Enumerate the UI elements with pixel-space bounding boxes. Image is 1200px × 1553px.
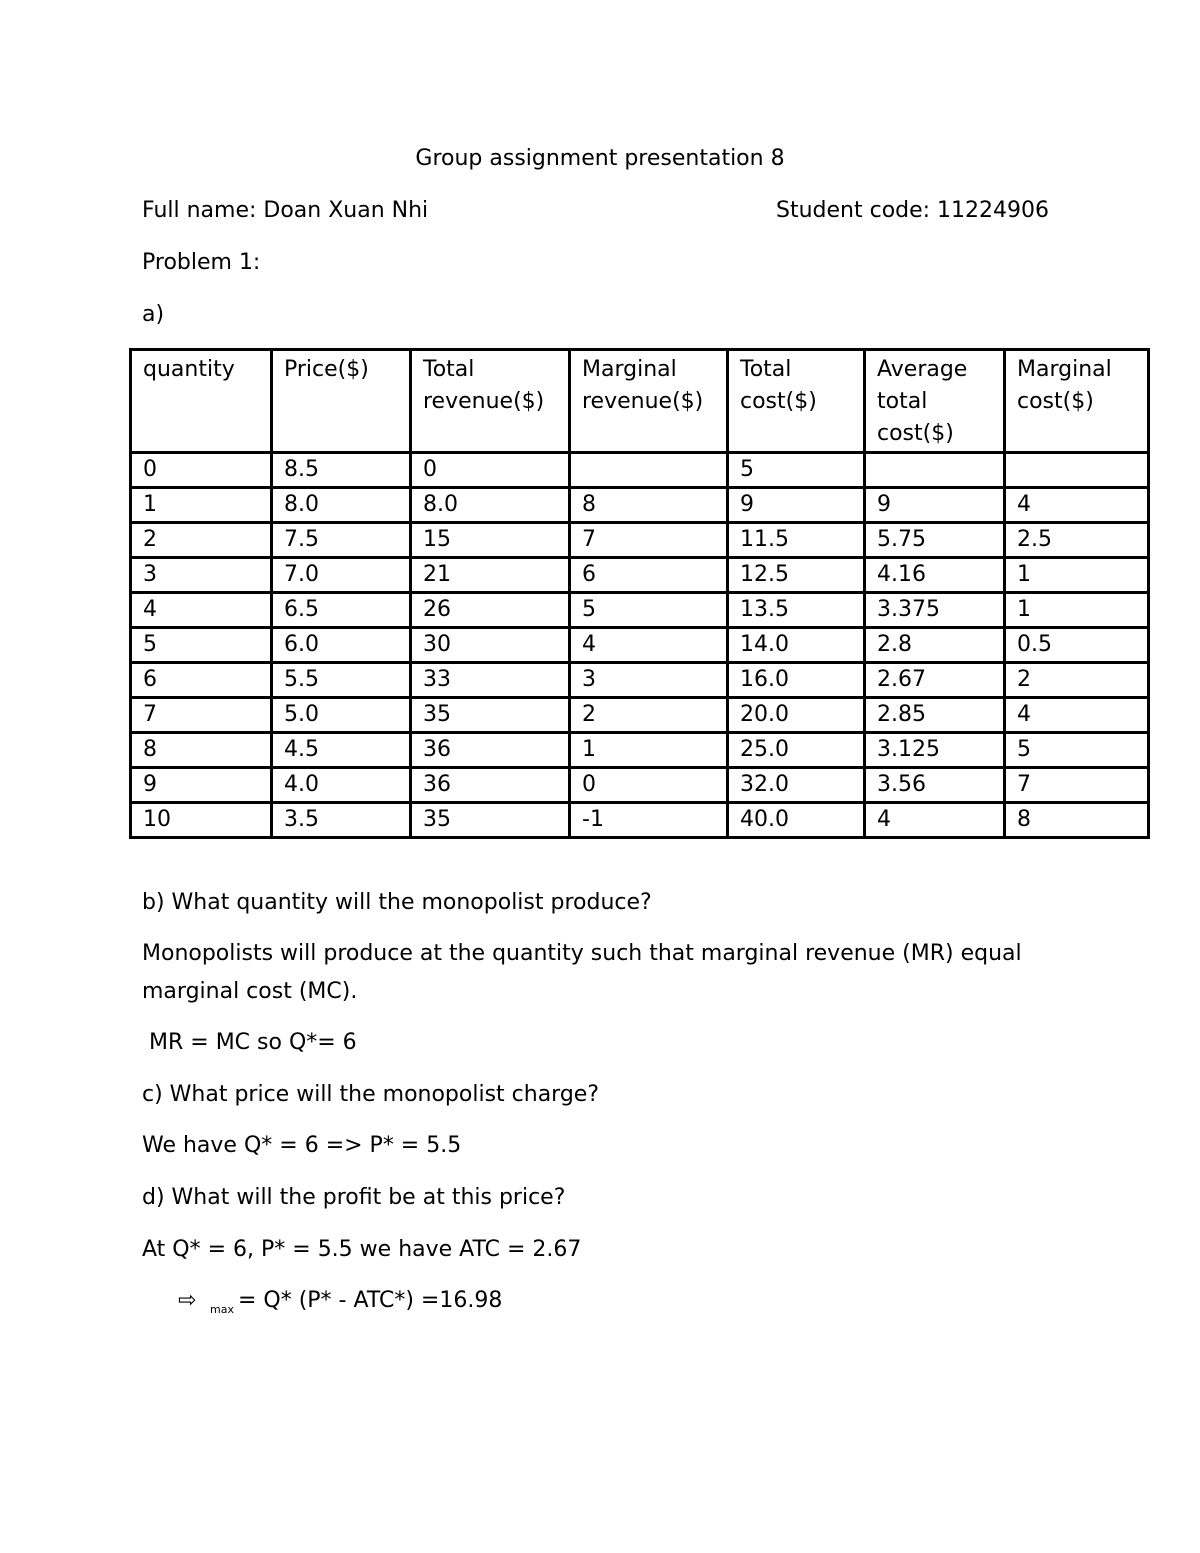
table-cell: 1	[570, 733, 728, 768]
table-cell: 8	[131, 733, 272, 768]
table-row	[131, 663, 1149, 698]
table-cell: 3.125	[865, 733, 1005, 768]
answer-c: We have Q* = 6 => P* = 5.5	[142, 1133, 462, 1158]
table-cell: 0	[570, 768, 728, 803]
table-cell: 0	[131, 453, 272, 488]
table-cell: 15	[411, 523, 570, 558]
table-cell: 5	[728, 453, 865, 488]
table-row	[131, 733, 1149, 768]
answer-b-line-1: Monopolists will produce at the quantity such that marginal revenue (MR) equal	[142, 941, 1022, 966]
table-cell: 3.5	[272, 803, 411, 838]
table-cell: 2.85	[865, 698, 1005, 733]
table-cell: 6.0	[272, 628, 411, 663]
table-cell: 3	[131, 558, 272, 593]
table-cell: 3.375	[865, 593, 1005, 628]
student-code: Student code: 11224906	[776, 198, 1050, 223]
table-cell: 8.0	[272, 488, 411, 523]
table-cell: 4	[865, 803, 1005, 838]
table-cell: 12.5	[728, 558, 865, 593]
column-header: Total cost($)	[728, 350, 865, 453]
table-header-row	[131, 350, 1149, 453]
table-cell: 20.0	[728, 698, 865, 733]
table-cell: 4.0	[272, 768, 411, 803]
table-cell: 25.0	[728, 733, 865, 768]
table-cell: 9	[865, 488, 1005, 523]
table-row	[131, 698, 1149, 733]
table-cell: 5	[570, 593, 728, 628]
table-cell: 4.5	[272, 733, 411, 768]
table-row	[131, 523, 1149, 558]
table-cell: 8.0	[411, 488, 570, 523]
answer-b-line-2: marginal cost (MC).	[142, 979, 358, 1004]
table-cell: 8	[570, 488, 728, 523]
table-cell: 4	[131, 593, 272, 628]
table-cell: 1	[131, 488, 272, 523]
max-subscript: max	[210, 1303, 234, 1316]
table-cell: 35	[411, 803, 570, 838]
table-cell: 2.5	[1005, 523, 1149, 558]
table-cell: 5	[131, 628, 272, 663]
table-cell: 6.5	[272, 593, 411, 628]
profit-formula: = Q* (P* - ATC*) =16.98	[237, 1288, 503, 1313]
table-row	[131, 593, 1149, 628]
column-header: Price($)	[272, 350, 411, 453]
table-cell: 3.56	[865, 768, 1005, 803]
table-cell: 36	[411, 733, 570, 768]
table-cell: 16.0	[728, 663, 865, 698]
table-cell: 26	[411, 593, 570, 628]
table-cell: 7	[1005, 768, 1149, 803]
table-cell	[865, 453, 1005, 488]
table-cell: 11.5	[728, 523, 865, 558]
table-cell: 30	[411, 628, 570, 663]
table-cell: 0	[411, 453, 570, 488]
page-title: Group assignment presentation 8	[415, 146, 785, 171]
table-cell: 21	[411, 558, 570, 593]
question-c: c) What price will the monopolist charge?	[142, 1082, 600, 1107]
profit-result	[178, 1286, 502, 1325]
table-cell: 13.5	[728, 593, 865, 628]
table-cell: 9	[728, 488, 865, 523]
table-cell: 4	[570, 628, 728, 663]
problem-heading: Problem 1:	[142, 250, 261, 275]
column-header: Average total cost($)	[865, 350, 1005, 453]
answer-d: At Q* = 6, P* = 5.5 we have ATC = 2.67	[142, 1237, 582, 1262]
table-cell: 7.0	[272, 558, 411, 593]
table-cell: 35	[411, 698, 570, 733]
table-cell: 2	[570, 698, 728, 733]
table-cell: 8.5	[272, 453, 411, 488]
table-body	[131, 453, 1149, 838]
column-header: quantity	[131, 350, 272, 453]
table-cell: 8	[1005, 803, 1149, 838]
table-cell: 5.75	[865, 523, 1005, 558]
table-row	[131, 558, 1149, 593]
right-arrow-outline-icon: ⇨	[178, 1288, 197, 1313]
table-row	[131, 803, 1149, 838]
table-cell: 5	[1005, 733, 1149, 768]
table-cell: 2	[131, 523, 272, 558]
table-cell: 4.16	[865, 558, 1005, 593]
table-cell: 6	[570, 558, 728, 593]
column-header: Total revenue($)	[411, 350, 570, 453]
table-cell: 2	[1005, 663, 1149, 698]
table-cell: 36	[411, 768, 570, 803]
question-b: b) What quantity will the monopolist produce?	[142, 890, 652, 915]
table-cell: -1	[570, 803, 728, 838]
table-cell	[570, 453, 728, 488]
column-header: Marginal cost($)	[1005, 350, 1149, 453]
table-cell: 2.67	[865, 663, 1005, 698]
table-cell: 5.0	[272, 698, 411, 733]
table-cell: 10	[131, 803, 272, 838]
table-cell: 6	[131, 663, 272, 698]
column-header: Marginal revenue($)	[570, 350, 728, 453]
table-cell: 32.0	[728, 768, 865, 803]
table-cell: 9	[131, 768, 272, 803]
table-cell: 7	[131, 698, 272, 733]
table-cell: 40.0	[728, 803, 865, 838]
table-cell: 33	[411, 663, 570, 698]
table-row	[131, 453, 1149, 488]
table-cell: 14.0	[728, 628, 865, 663]
table-cell: 7	[570, 523, 728, 558]
table-cell: 3	[570, 663, 728, 698]
table-cell: 4	[1005, 698, 1149, 733]
table-cell: 1	[1005, 558, 1149, 593]
table-row	[131, 628, 1149, 663]
table-cell	[1005, 453, 1149, 488]
table-cell: 1	[1005, 593, 1149, 628]
table-row	[131, 488, 1149, 523]
table-cell: 7.5	[272, 523, 411, 558]
table-cell: 0.5	[1005, 628, 1149, 663]
answer-b-equation: MR = MC so Q*= 6	[149, 1030, 357, 1055]
full-name: Full name: Doan Xuan Nhi	[142, 198, 429, 223]
table-row	[131, 768, 1149, 803]
question-d: d) What will the profit be at this price?	[142, 1185, 566, 1210]
table-cell: 2.8	[865, 628, 1005, 663]
table-cell: 5.5	[272, 663, 411, 698]
table-cell: 4	[1005, 488, 1149, 523]
part-a-label: a)	[142, 302, 165, 327]
cost-revenue-table	[129, 348, 1150, 839]
